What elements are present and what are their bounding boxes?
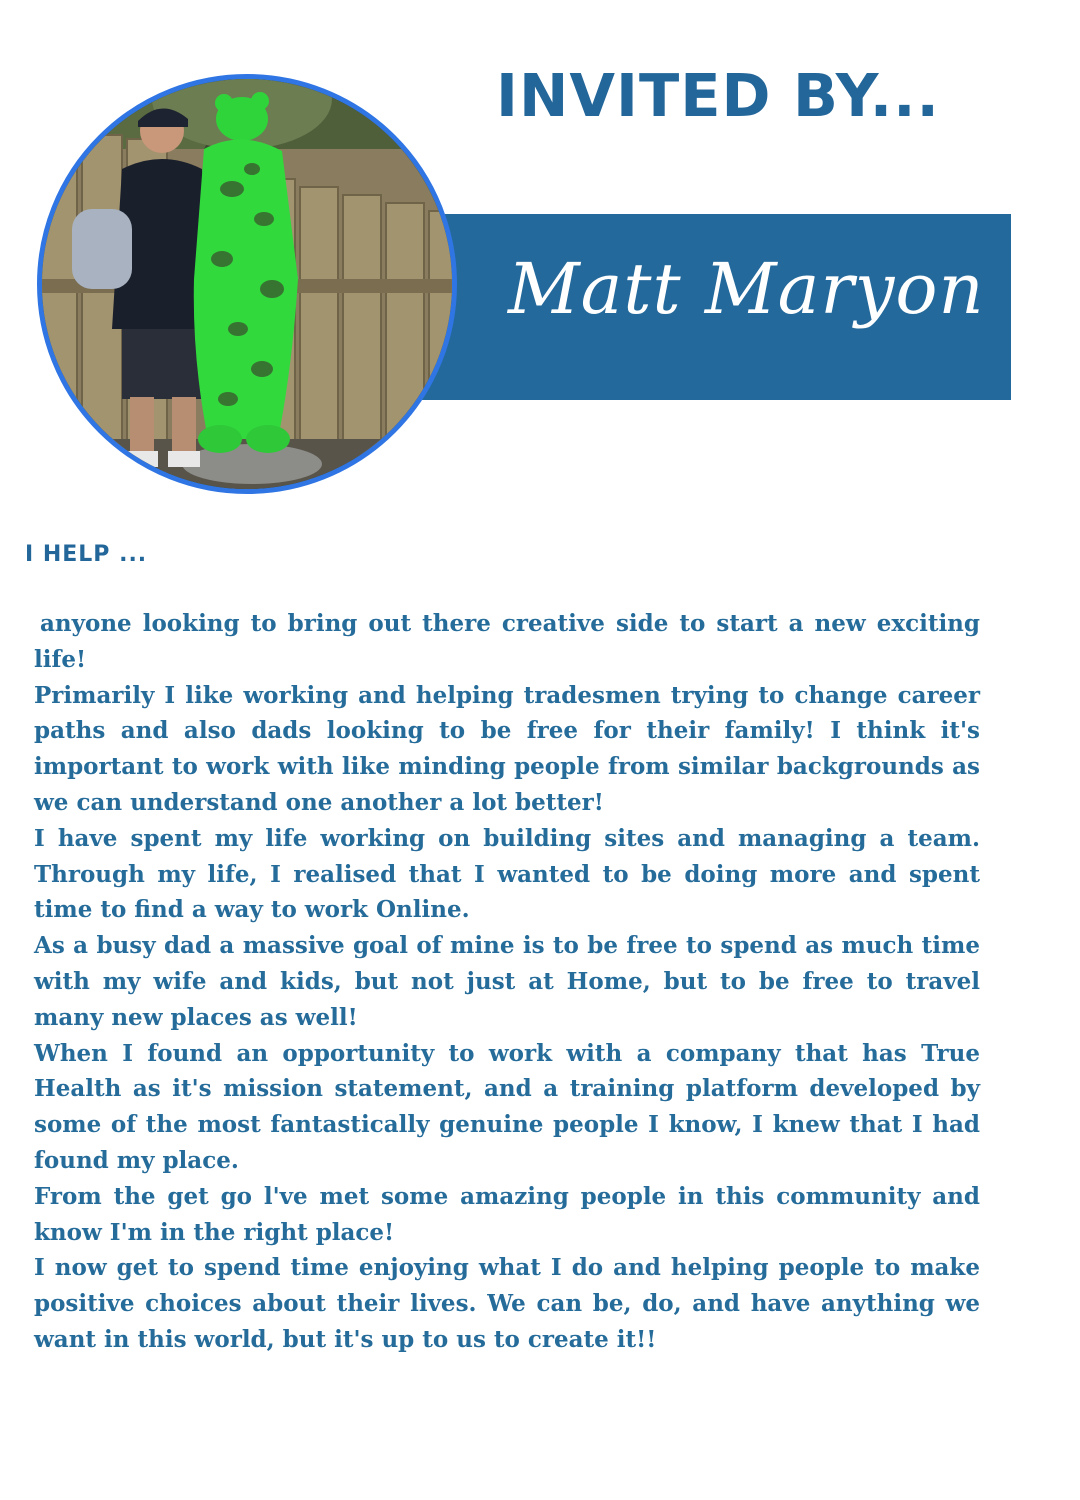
profile-photo-icon [42,79,452,489]
bio-paragraph: Primarily I like working and helping tradesmen trying to change career paths and also dads looking to be free for their family! I think it's important to work with like minding people from similar backgrounds as we can understand one another a lot better! [34,681,980,816]
name-banner [400,214,1011,400]
bio-paragraph: I have spent my life working on building sites and managing a team. Through my life, I realised that I wanted to be doing more and spent time to find a way to work Online. [34,824,980,924]
bio-paragraph: anyone looking to bring out there creative side to start a new exciting life! [34,610,980,673]
bio-paragraph: From the get go l've met some amazing people in this community and know I'm in the right place! [34,1182,980,1246]
bio-paragraph: I now get to spend time enjoying what I do and helping people to make positive choices about their lives. We can be, do, and have anything we want in this world, but it's up to us to create it!! [34,1254,980,1353]
page-title: INVITED BY... [496,61,940,130]
bio-text [34,606,980,1358]
inviter-name: Matt Maryon [508,248,985,330]
profile-photo [37,74,457,494]
bio-paragraph: When I found an opportunity to work with a company that has True Health as it's mission statement, and a training platform developed by some of the most fantastically genuine people I know, I knew that I had found my place. [34,1039,980,1174]
section-label: I HELP ... [25,542,148,567]
bio-paragraph: As a busy dad a massive goal of mine is to be free to spend as much time with my wife and kids, but not just at Home, but to be free to travel many new places as well! [34,932,980,1031]
